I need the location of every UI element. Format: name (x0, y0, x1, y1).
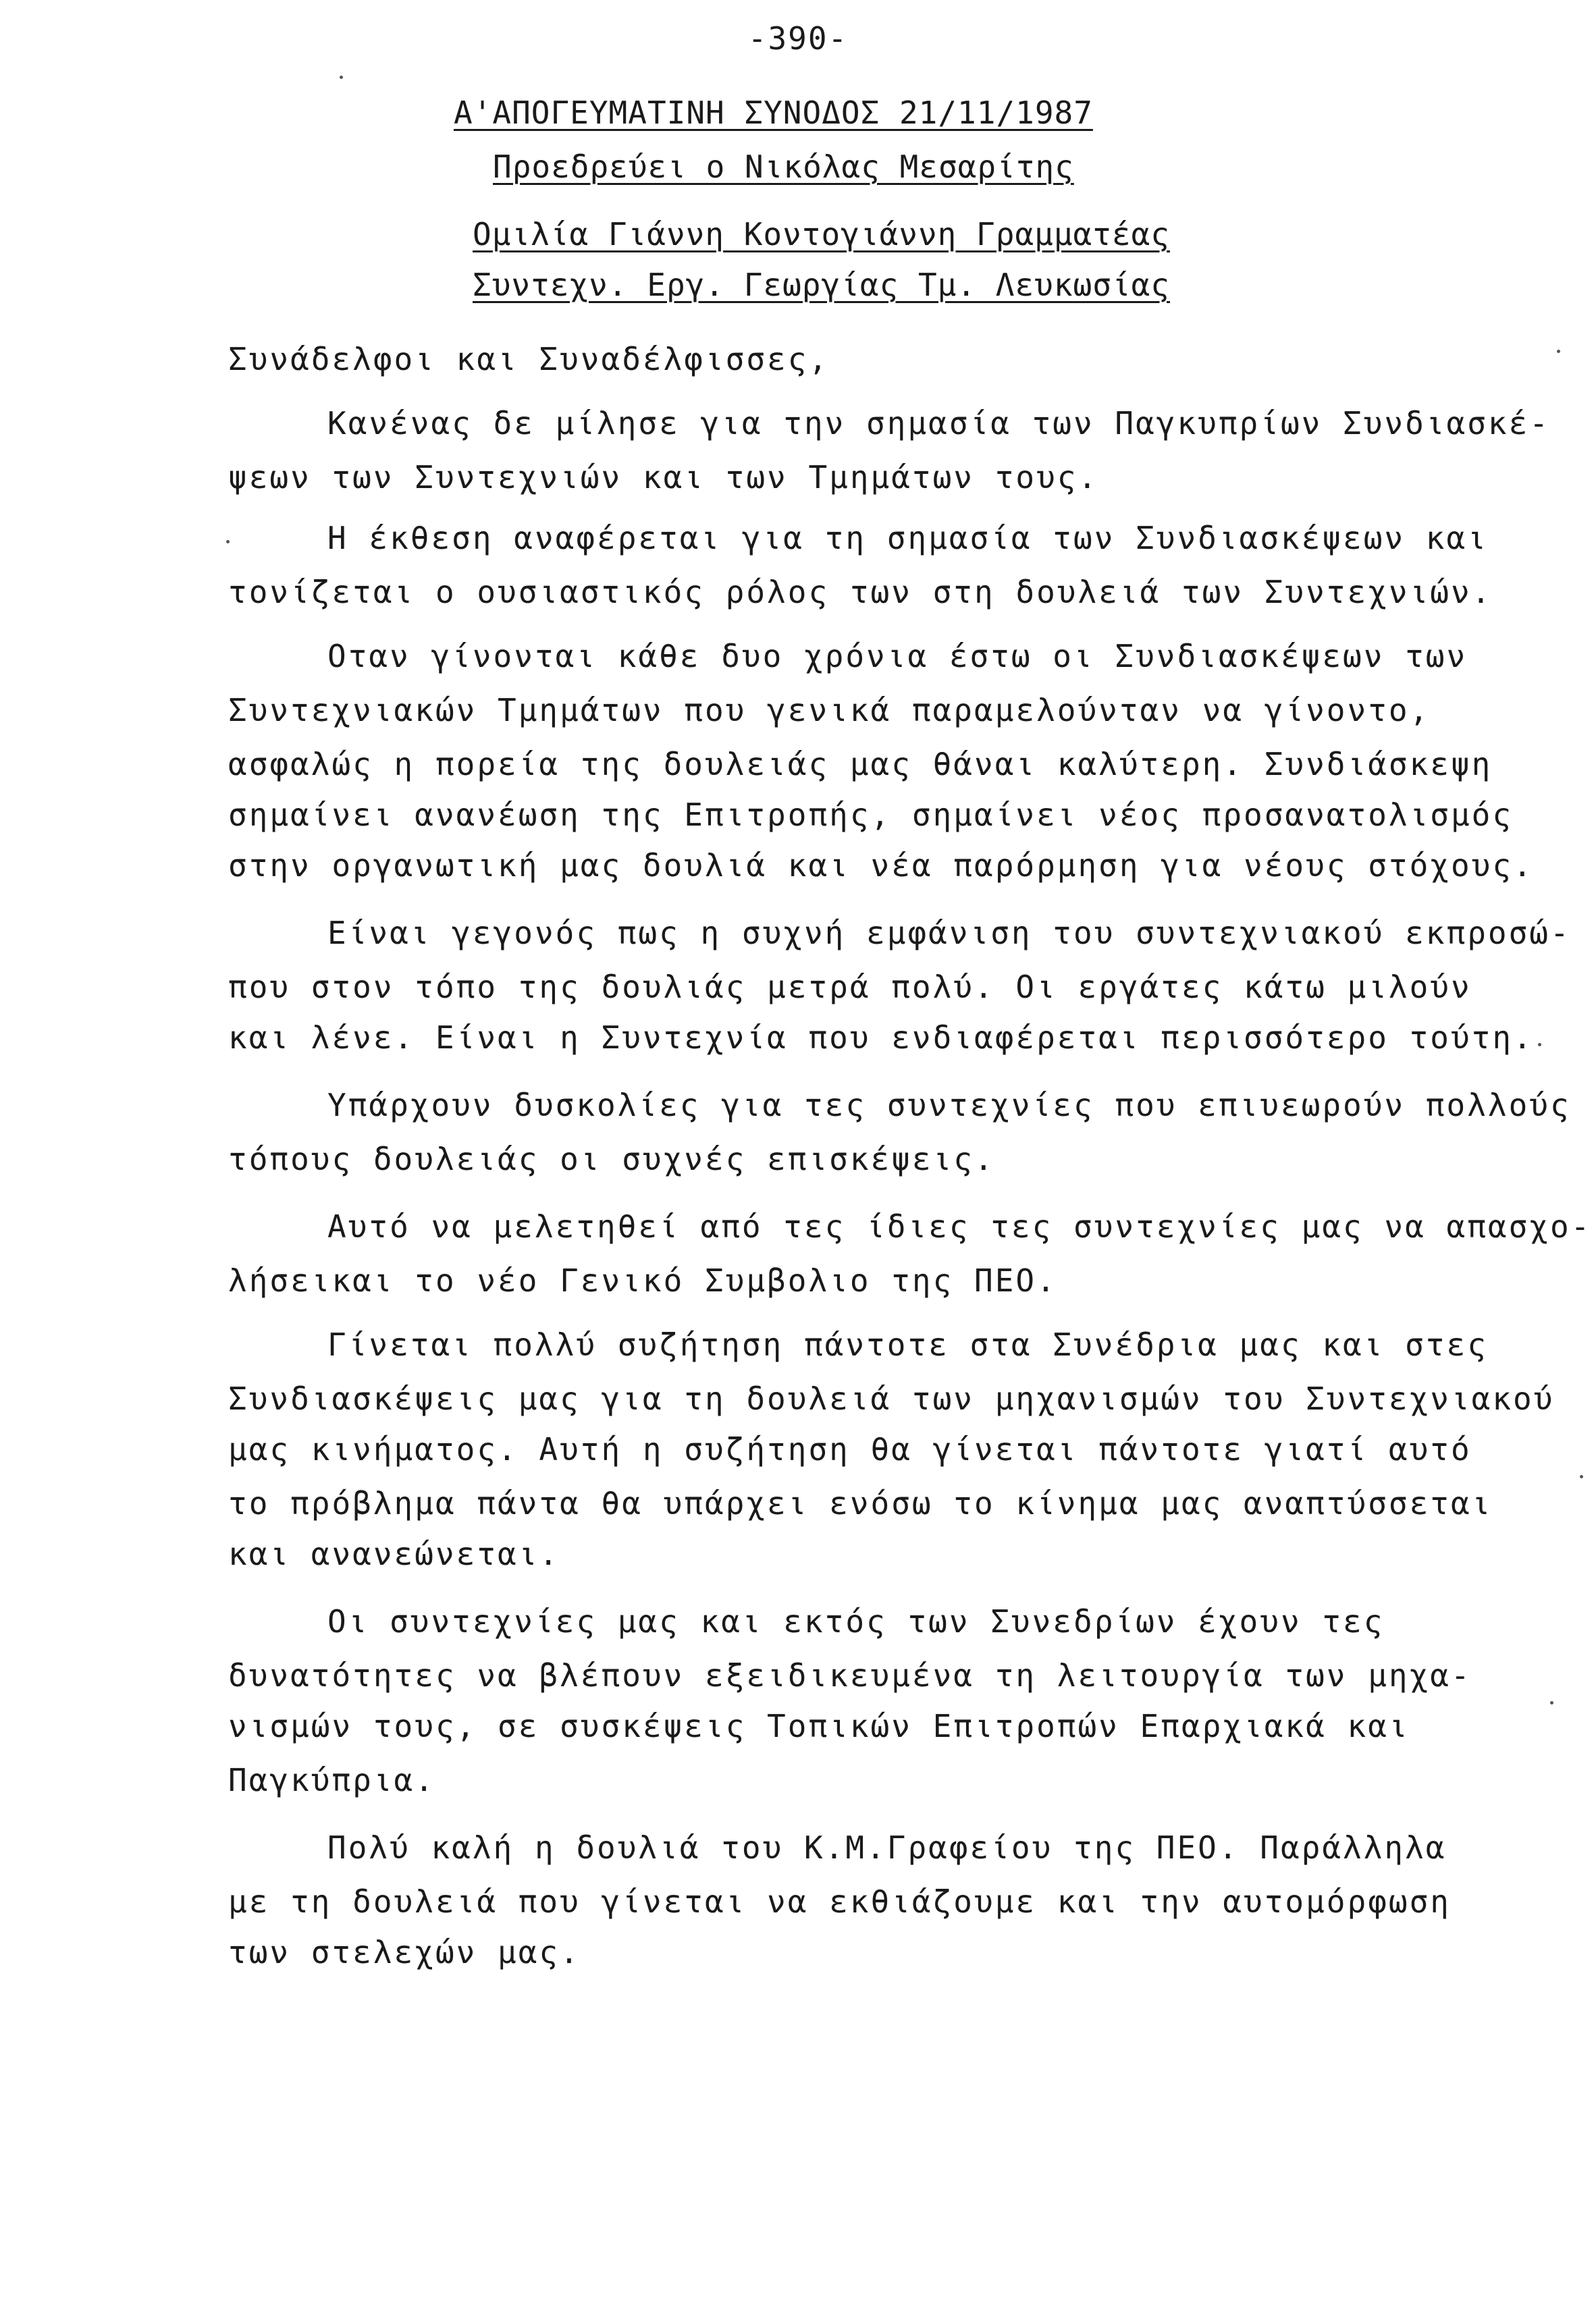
body-line: Υπάρχουν δυσκολίες για τες συντεχνίες που επιυεωρούν πολλούς (327, 1087, 1571, 1123)
body-line: δυνατότητες να βλέπουν εξειδικευμένα τη λειτουργία των μηχα- (228, 1657, 1472, 1694)
body-line: και ανανεώνεται. (228, 1536, 560, 1572)
body-line: των στελεχών μας. (228, 1934, 581, 1970)
body-line: Συνδιασκέψεις μας για τη δουλειά των μηχανισμών του Συντεχνιακού (228, 1380, 1555, 1417)
body-line: λήσεικαι το νέο Γενικό Συμβολιο της ΠΕΟ. (228, 1262, 1057, 1299)
body-line: ασφαλώς η πορεία της δουλειάς μας θάναι καλύτερη. Συνδιάσκεψη (228, 746, 1493, 782)
body-line: με τη δουλειά που γίνεται να εκθιάζουμε και την αυτομόρφωση (228, 1883, 1451, 1920)
body-line: και λένε. Είναι η Συντεχνία που ενδιαφέρεται περισσότερο τούτη. (228, 1019, 1534, 1056)
body-line: Οι συντεχνίες μας και εκτός των Συνεδρίων έχουν τες (327, 1603, 1385, 1640)
body-line: σημαίνει ανανέωση της Επιτροπής, σημαίνει νέος προσανατολισμός (228, 797, 1514, 833)
body-line: Συντεχνιακών Τμημάτων που γενικά παραμελούνταν να γίνοντο, (228, 692, 1431, 728)
scan-speck (1550, 1701, 1553, 1705)
body-line: στην οργανωτική μας δουλιά και νέα παρόρμηση για νέους στόχους. (228, 847, 1534, 884)
body-line: Γίνεται πολλύ συζήτηση πάντοτε στα Συνέδρια μας και στες (327, 1326, 1488, 1363)
page-number: -390- (747, 20, 849, 57)
body-line: νισμών τους, σε συσκέψεις Τοπικών Επιτροπών Επαρχιακά και (228, 1708, 1410, 1744)
body-line: Οταν γίνονται κάθε δυο χρόνια έστω οι Συνδιασκέψεων των (327, 638, 1468, 674)
body-line: Η έκθεση αναφέρεται για τη σημασία των Συνδιασκέψεων και (327, 520, 1488, 556)
chair-heading: Προεδρεύει ο Νικόλας Μεσαρίτης (493, 149, 1074, 185)
salutation: Συνάδελφοι και Συναδέλφισσες, (228, 341, 830, 377)
session-heading: Α'ΑΠΟΓΕΥΜΑΤΙΝΗ ΣΥΝΟΔΟΣ 21/11/1987 (454, 95, 1093, 131)
body-line: Είναι γεγονός πως η συχνή εμφάνιση του συντεχνιακού εκπροσώ- (327, 915, 1571, 951)
union-heading: Συντεχν. Εργ. Γεωργίας Τμ. Λευκωσίας (473, 267, 1170, 303)
body-line: τόπους δουλειάς οι συχνές επισκέψεις. (228, 1141, 995, 1177)
body-line: ψεων των Συντεχνιών και των Τμημάτων τους. (228, 459, 1099, 495)
scan-speck (1557, 350, 1560, 353)
body-line: μας κινήματος. Αυτή η συζήτηση θα γίνεται πάντοτε γιατί αυτό (228, 1431, 1472, 1468)
body-line: Παγκύπρια. (228, 1762, 435, 1798)
body-line: Αυτό να μελετηθεί από τες ίδιες τες συντεχνίες μας να απασχο- (327, 1208, 1592, 1245)
body-line: Πολύ καλή η δουλιά του Κ.Μ.Γραφείου της ΠΕΟ. Παράλληλα (327, 1829, 1447, 1866)
body-line: το πρόβλημα πάντα θα υπάρχει ενόσω το κίνημα μας αναπτύσσεται (228, 1485, 1493, 1522)
body-line: τονίζεται ο ουσιαστικός ρόλος των στη δουλειά των Συντεχνιών. (228, 574, 1493, 610)
body-line: που στον τόπο της δουλιάς μετρά πολύ. Οι εργάτες κάτω μιλούν (228, 969, 1472, 1005)
speech-heading: Ομιλία Γιάννη Κοντογιάννη Γραμματέας (473, 216, 1170, 252)
scan-speck (1538, 1043, 1541, 1046)
scan-speck (1580, 1475, 1583, 1478)
scan-speck (226, 540, 230, 543)
body-line: Κανένας δε μίλησε για την σημασία των Παγκυπρίων Συνδιασκέ- (327, 405, 1550, 441)
scan-speck (340, 76, 343, 79)
